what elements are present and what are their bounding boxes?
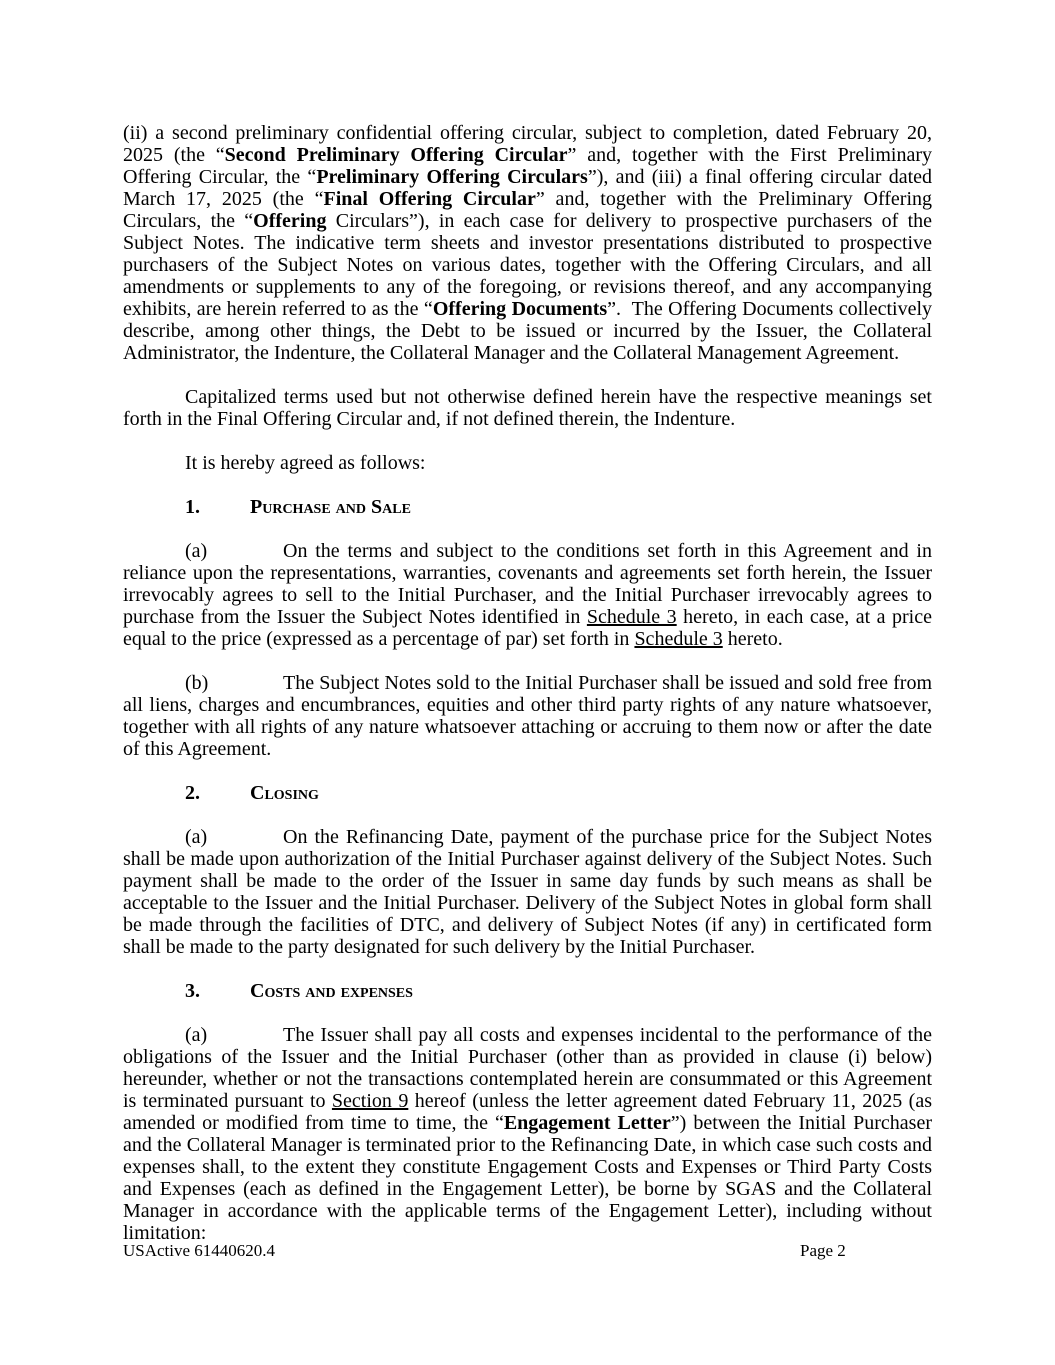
paragraph: [123, 1024, 932, 1244]
paragraph-label: (b): [185, 672, 209, 694]
paragraph: [123, 122, 932, 364]
document-body: [123, 122, 932, 1266]
footer-doc-id: USActive 61440620.4: [123, 1241, 276, 1260]
section-title: Purchase and Sale: [250, 496, 411, 518]
text-run: Capitalized terms used but not otherwise defined herein have the respective meanings set forth in the Final Offering Circular and, if not defined therein, the Indenture.: [123, 386, 932, 430]
paragraph: [123, 386, 932, 430]
bold-term: Offering Documents: [432, 298, 608, 320]
text-run: hereto, in each case, at a price equal to the price (expressed as a percentage of par) set forth in: [123, 606, 932, 650]
page-footer: [123, 1241, 932, 1265]
text-run: On the Refinancing Date, payment of the purchase price for the Subject Notes shall be made upon authorization of the Initial Purchaser against delivery of the Subject Notes. Such payment shall be made to the order of the Issuer in same day funds by such means as shall be acceptable to the Issuer and the Initial Purchaser. Delivery of the Subject Notes in global form shall be made through the facilities of DTC, and delivery of Subject Notes (if any) in certificated form shall be made to the party designated for such delivery by the Initial Purchaser.: [123, 826, 932, 958]
paragraph: [123, 540, 932, 650]
text-run: On the terms and subject to the conditions set forth in this Agreement and in reliance upon the representations, warranties, covenants and agreements set forth herein, the Issuer irrevocably agrees to sell to the Initial Purchaser, and the Initial Purchaser irrevocably agrees to purchase from the Issuer the Subject Notes identified in: [123, 540, 932, 628]
section-number: 3.: [185, 980, 200, 1002]
bold-term: Engagement Letter: [503, 1112, 671, 1134]
text-run: The Subject Notes sold to the Initial Purchaser shall be issued and sold free from all liens, charges and encumbrances, equities and other third party rights of any nature whatsoever, together with all rights of any nature whatsoever attaching or accruing to them now or after the date of this Agreement.: [123, 672, 932, 760]
text-run: ” and, together with the Preliminary Offering Circulars, the “: [123, 188, 933, 232]
section-title: Costs and expenses: [250, 980, 413, 1002]
section-title: Closing: [250, 782, 319, 804]
text-run: hereof (unless the letter agreement dated February 11, 2025 (as amended or modified from time to time, the “: [123, 1090, 932, 1134]
paragraph: [123, 672, 932, 760]
underlined-reference: Section 9: [331, 1090, 409, 1112]
text-run: It is hereby agreed as follows:: [185, 452, 426, 474]
text-run: The Issuer shall pay all costs and expenses incidental to the performance of the obligations of the Issuer and the Initial Purchaser (other than as provided in clause (i) below) hereunder, whether or not the transactions contemplated herein are consummated or this Agreement is terminated pursuant to: [123, 1024, 932, 1112]
bold-term: Offering: [253, 210, 327, 232]
bold-term: Final Offering Circular: [323, 188, 536, 210]
section-heading: [123, 782, 932, 804]
text-run: ”) between the Initial Purchaser and the Collateral Manager is terminated prior to the Refinancing Date, in which case such costs and expenses shall, to the extent they constitute Engagement Costs and Expenses or Third Party Costs and Expenses (each as defined in the Engagement Letter), be borne by SGAS and the Collateral Manager in accordance with the applicable terms of the Engagement Letter), including without limitation:: [123, 1112, 932, 1244]
footer-page-number: Page 2: [800, 1241, 846, 1260]
text-run: ” and, together with the First Preliminary Offering Circular, the “: [123, 144, 933, 188]
text-run: ”), and (iii) a final offering circular dated March 17, 2025 (the “: [123, 166, 933, 210]
section-number: 1.: [185, 496, 200, 518]
section-number: 2.: [185, 782, 200, 804]
text-run: (ii) a second preliminary confidential offering circular, subject to completion, dated February 20, 2025 (the “: [123, 122, 932, 166]
section-heading: [123, 980, 932, 1002]
section-heading: [123, 496, 932, 518]
text-run: Circulars”), in each case for delivery to prospective purchasers of the Subject Notes. The indicative term sheets and investor presentations distributed to prospective purchasers of the Subject Notes on various dates, together with the Offering Circulars, and all amendments or supplements to any of the foregoing, or revisions thereof, and any accompanying exhibits, are herein referred to as the “: [123, 210, 933, 320]
underlined-reference: Schedule 3: [586, 606, 677, 628]
bold-term: Preliminary Offering Circulars: [316, 166, 588, 188]
text-run: ”. The Offering Documents collectively describe, among other things, the Debt to be issued or incurred by the Issuer, the Collateral Administrator, the Indenture, the Collateral Manager and the Collateral Management Agreement.: [123, 298, 933, 364]
underlined-reference: Schedule 3: [634, 628, 723, 650]
paragraph-label: (a): [185, 540, 208, 562]
paragraph-label: (a): [185, 1024, 208, 1046]
paragraph: [123, 826, 932, 958]
bold-term: Second Preliminary Offering Circular: [224, 144, 568, 166]
paragraph: [123, 452, 932, 474]
text-run: hereto.: [722, 628, 783, 650]
paragraph-label: (a): [185, 826, 208, 848]
